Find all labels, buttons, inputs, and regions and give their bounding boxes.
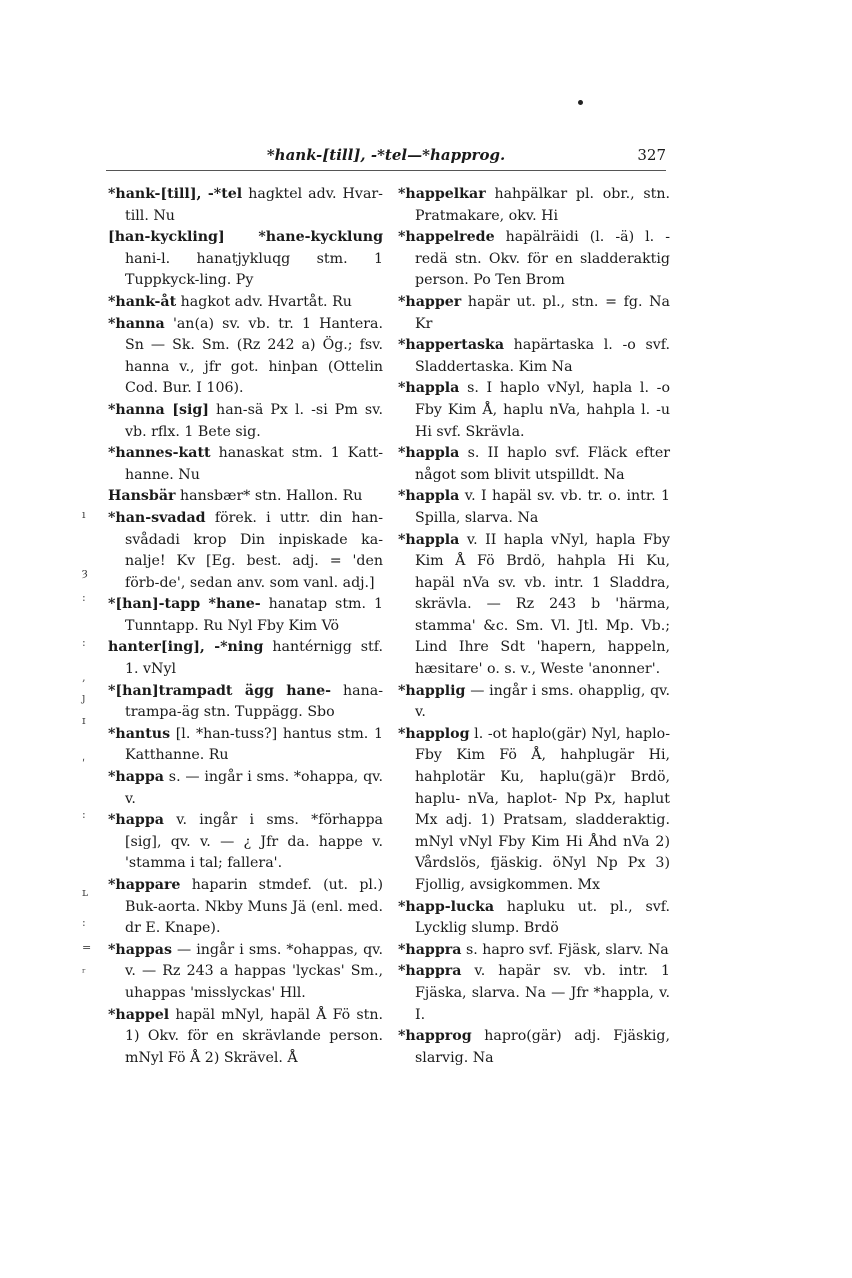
entry-text: hagktel adv. Hvar-till. Nu <box>125 186 383 224</box>
dictionary-entry <box>108 400 383 443</box>
entry-text: hahpälkar pl. obr., stn. Pratmakare, okv. Hi <box>415 186 670 224</box>
dictionary-entry <box>108 1005 383 1070</box>
dictionary-entry <box>398 1026 670 1069</box>
entry-text: hansbær* stn. Hallon. Ru <box>175 488 363 505</box>
entry-text: hanaskat stm. 1 Katt-hanne. Nu <box>125 445 383 483</box>
entry-text: han-sä Px l. -si Pm sv. vb. rflx. 1 Bete sig. <box>125 401 383 440</box>
entry-text: [l. *han-tuss?] hantus stm. 1 Katthanne. Ru <box>125 725 383 764</box>
entry-text: — ingår i sms. ohapplig, qv. v. <box>415 682 670 721</box>
entry-text: hani-l. hanatjykluqg stm. 1 Tuppkyck-ling. Py <box>125 250 383 289</box>
entry-headword: *hanna <box>108 315 165 332</box>
left-column <box>108 184 383 1069</box>
entry-headword: *happlig <box>398 682 466 699</box>
dictionary-entry <box>398 486 670 529</box>
entry-headword: [han-kyckling] *hane-kycklung <box>108 229 383 246</box>
margin-marks: ı ȝ : : ‚ ȷ ɪ ʹ : ʟ : = ʳ <box>82 508 92 979</box>
entry-headword: *happertaska <box>398 337 505 354</box>
dictionary-entry <box>398 724 670 897</box>
entry-text: l. -ot haplo(gär) Nyl, haplo-Fby Kim Fö Å, hahplugär Hi, hahplotär Ku, haplu(gä)r Brdö, haplu- nVa, haplot- Np Px, haplut Mx adj. 1) Pratsam, sladderaktig. mNyl vNyl Fby Kim Hi Åhd nVa 2) Vårdslös, fjäskig. öNyl Np Px 3) Fjollig, avsigkommen. Mx <box>415 725 670 893</box>
entry-text: hapärtaska l. -o svf. Sladdertaska. Kim Na <box>415 337 670 375</box>
entry-headword: *happrog <box>398 1028 472 1045</box>
dictionary-entry <box>398 443 670 486</box>
dictionary-entry <box>108 508 383 594</box>
entry-text: hapro(gär) adj. Fjäskig, slarvig. Na <box>415 1028 670 1066</box>
running-header <box>106 146 666 171</box>
entry-headword: *happla <box>398 380 460 397</box>
entry-headword: *happer <box>398 293 462 310</box>
header-title: *hank-[till], -*tel—*happrog. <box>266 146 506 164</box>
dictionary-entry <box>108 184 383 227</box>
entry-headword: *hank-åt <box>108 293 177 310</box>
dictionary-entry <box>398 227 670 292</box>
entry-text: hantérnigg stf. 1. vNyl <box>125 639 383 678</box>
entry-headword: *happ-lucka <box>398 898 495 915</box>
entry-headword: *happa <box>108 769 164 786</box>
entry-headword: hanter[ing], -*ning <box>108 639 264 656</box>
entry-headword: *[han]trampadt ägg hane- <box>108 682 332 699</box>
dictionary-entry <box>398 335 670 378</box>
entry-headword: *hank-[till], -*tel <box>108 186 243 202</box>
entry-headword: *happare <box>108 877 181 893</box>
dictionary-entry <box>108 227 383 292</box>
dictionary-entry <box>108 486 383 508</box>
entry-headword: *happlog <box>398 725 470 742</box>
dictionary-entry <box>108 637 383 680</box>
entry-headword: *happla <box>398 445 460 462</box>
dictionary-entry <box>398 961 670 1026</box>
entry-headword: *happla <box>398 531 460 548</box>
entry-headword: *hanna [sig] <box>108 401 209 418</box>
dictionary-entry <box>108 443 383 486</box>
entry-headword: *happra <box>398 941 462 958</box>
entry-text: hapälräidi (l. -ä) l. -redä stn. Okv. för en sladderaktig person. Po Ten Brom <box>415 229 670 289</box>
entry-text: hapluku ut. pl., svf. Lycklig slump. Brdö <box>415 898 670 937</box>
entry-text: s. hapro svf. Fjäsk, slarv. Na <box>461 941 669 958</box>
entry-headword: *happa <box>108 812 164 829</box>
dictionary-entry <box>398 681 670 724</box>
dictionary-entry <box>398 530 670 681</box>
dictionary-entry <box>108 810 383 875</box>
entry-headword: *han-svadad <box>108 509 206 526</box>
dictionary-entry <box>398 378 670 443</box>
entry-text: hana-trampa-äg stn. Tuppägg. Sbo <box>125 682 383 721</box>
entry-text: hapär ut. pl., stn. = fg. Na Kr <box>415 293 670 332</box>
entry-headword: *happas <box>108 941 172 958</box>
entry-headword: Hansbär <box>108 488 176 505</box>
entry-headword: *hannes-katt <box>108 445 211 462</box>
ink-dot <box>578 100 583 105</box>
entry-text: v. ingår i sms. *förhappa [sig], qv. v. — ¿ Jfr da. happe v. 'stamma i tal; fallera'. <box>125 812 383 872</box>
entry-headword: *happelkar <box>398 186 486 202</box>
dictionary-entry <box>108 292 383 314</box>
entry-text: s. — ingår i sms. *ohappa, qv. v. <box>125 769 383 807</box>
entry-text: v. hapär sv. vb. intr. 1 Fjäska, slarva. Na — Jfr *happla, v. I. <box>415 963 670 1023</box>
entry-text: hagkot adv. Hvartåt. Ru <box>176 293 352 310</box>
entry-text: — ingår i sms. *ohappas, qv. v. — Rz 243 a happas 'lyckas' Sm., uhappas 'misslyckas' Hll. <box>125 941 383 1001</box>
entry-headword: *hantus <box>108 725 171 742</box>
entry-text: hapäl mNyl, hapäl Å Fö stn. 1) Okv. för en skrävlande person. mNyl Fö Å 2) Skrävel. Å <box>125 1006 383 1066</box>
entry-text: förek. i uttr. din han-svådadi krop Din inpiskade ka-nalje! Kv [Eg. best. adj. = 'den förb-de', sedan anv. som vanl. adj.] <box>125 509 383 591</box>
dictionary-entry <box>108 314 383 400</box>
dictionary-entry <box>398 292 670 335</box>
dictionary-entry <box>108 875 383 940</box>
dictionary-entry <box>398 940 670 962</box>
entry-text: s. II haplo svf. Fläck efter något som blivit utspilldt. Na <box>415 445 670 483</box>
page-number: 327 <box>637 146 666 164</box>
entry-text: hanatap stm. 1 Tunntapp. Ru Nyl Fby Kim Vö <box>125 596 383 634</box>
dictionary-entry <box>108 594 383 637</box>
right-column <box>398 184 670 1069</box>
entry-headword: *happel <box>108 1006 170 1023</box>
dictionary-entry <box>108 940 383 1005</box>
dictionary-entry <box>108 681 383 724</box>
entry-headword: *happla <box>398 488 460 505</box>
dictionary-entry <box>108 724 383 767</box>
entry-text: v. I hapäl sv. vb. tr. o. intr. 1 Spilla, slarva. Na <box>415 488 670 526</box>
entry-text: haparin stmdef. (ut. pl.) Buk-aorta. Nkby Muns Jä (enl. med. dr E. Knape). <box>125 877 383 937</box>
entry-text: s. I haplo vNyl, hapla l. -o Fby Kim Å, haplu nVa, hahpla l. -u Hi svf. Skrävla. <box>415 380 670 440</box>
dictionary-entry <box>108 767 383 810</box>
dictionary-entry <box>398 897 670 940</box>
dictionary-entry <box>398 184 670 227</box>
entry-text: 'an(a) sv. vb. tr. 1 Hantera. Sn — Sk. Sm. (Rz 242 a) Ög.; fsv. hanna v., jfr got. hinþan (Ottelin Cod. Bur. I 106). <box>125 315 383 397</box>
entry-headword: *happra <box>398 963 462 980</box>
entry-text: v. II hapla vNyl, hapla Fby Kim Å Fö Brdö, hahpla Hi Ku, hapäl nVa sv. vb. intr. 1 Sladdra, skrävla. — Rz 243 b 'härma, stamma' &c. Sm. Vl. Jtl. Mp. Vb.; Lind Ihre Sdt 'hapern, happeln, hæsitare' o. s. v., Weste 'anonner'. <box>415 531 670 678</box>
entry-headword: *[han]-tapp *hane- <box>108 596 261 613</box>
entry-headword: *happelrede <box>398 229 495 246</box>
